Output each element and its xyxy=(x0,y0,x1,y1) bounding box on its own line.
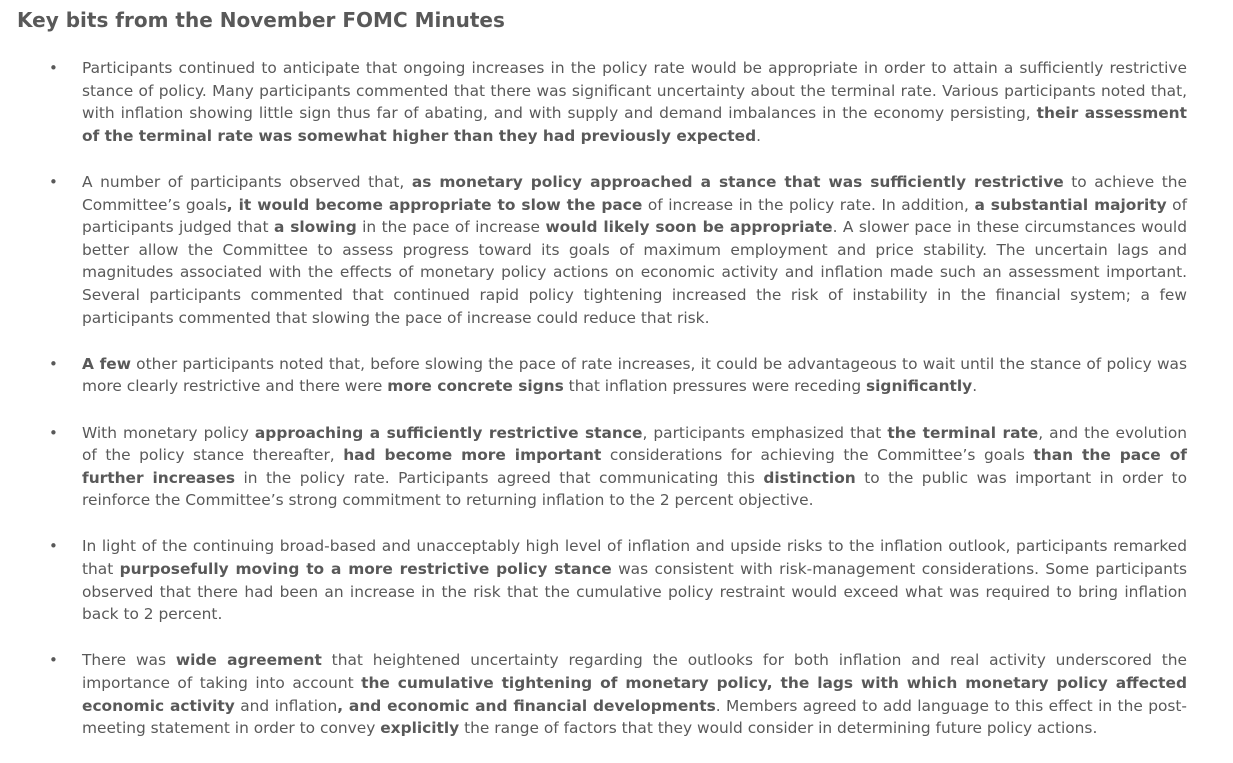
bullet-item xyxy=(0,171,1187,329)
bullet-text xyxy=(82,59,1187,145)
bullet-item xyxy=(0,422,1187,512)
text-segment: With monetary policy xyxy=(82,423,255,442)
text-segment: There was xyxy=(82,651,176,670)
text-segment: . Members agreed to add language to this effect in the post-meeting statement in order to convey xyxy=(82,696,1187,738)
bold-emphasis: the cumulative tightening of monetary policy, the lags with which monetary policy affected economic activity xyxy=(82,674,1187,715)
bold-emphasis: significantly xyxy=(865,377,973,396)
bold-emphasis: wide agreement xyxy=(175,651,322,670)
text-segment: to achieve the Committee’s goals xyxy=(82,172,1187,214)
bold-emphasis: more concrete signs xyxy=(387,377,564,396)
text-segment: other participants noted that, before slowing the pace of rate increases, it could be advantageous to wait until the stance of policy was more clearly restrictive and there were xyxy=(82,354,1187,396)
bold-emphasis: a substantial majority xyxy=(974,195,1167,214)
bold-emphasis: as monetary policy approached a stance that was sufficiently restrictive xyxy=(411,172,1064,191)
bold-emphasis: had become more important xyxy=(343,446,602,465)
text-segment: in the pace of increase xyxy=(356,218,546,237)
text-segment: the range of factors that they would consider in determining future policy actions. xyxy=(459,719,1098,738)
bullet-item xyxy=(0,353,1187,398)
text-segment: and inflation xyxy=(234,696,338,715)
bullet-text xyxy=(82,355,1187,396)
bullet-dot-icon: • xyxy=(49,423,58,442)
bullet-dot-icon: • xyxy=(49,537,58,556)
bullet-item xyxy=(0,649,1187,739)
bullet-item xyxy=(0,535,1187,625)
text-segment: . xyxy=(756,126,761,145)
text-segment: of participants judged that xyxy=(82,195,1187,237)
text-segment: that heightened uncertainty regarding the outlooks for both inflation and real activity underscored the importance of taking into account xyxy=(82,651,1188,693)
text-segment: . A slower pace in these circumstances would better allow the Committee to assess progress toward its goals of maximum employment and price stability. The uncertain lags and magnitudes associated with the effects of monetary policy actions on economic activity and inflation made such an assessment important. Several participants commented that continued rapid policy tightening increased the risk of instability in the financial system; a few participants commented that slowing the pace of increase could reduce that risk. xyxy=(82,218,1187,327)
bullet-list xyxy=(0,57,1233,763)
text-segment: to the public was important in order to reinforce the Committee’s strong commitment to returning inflation to the 2 percent objective. xyxy=(82,468,1187,510)
text-segment: . xyxy=(972,377,978,396)
bullet-item xyxy=(0,57,1187,147)
text-segment: that inflation pressures were receding xyxy=(563,377,866,396)
bold-emphasis: would likely soon be appropriate xyxy=(545,218,833,237)
bold-emphasis: approaching a sufficiently restrictive stance xyxy=(254,423,643,442)
bold-emphasis: , it would become appropriate to slow the pace xyxy=(226,195,643,214)
bold-emphasis: the terminal rate xyxy=(887,423,1039,442)
bullet-dot-icon: • xyxy=(49,354,58,373)
text-segment: , and the evolution of the policy stance thereafter, xyxy=(82,423,1187,465)
bullet-text xyxy=(82,651,1187,737)
bold-emphasis: distinction xyxy=(763,468,856,487)
bold-emphasis: explicitly xyxy=(380,719,460,738)
bold-emphasis: , and economic and financial developments xyxy=(337,696,716,715)
bullet-text xyxy=(82,537,1187,623)
bullet-dot-icon: • xyxy=(49,172,58,191)
bold-emphasis: than the pace of further increases xyxy=(82,446,1187,487)
page-title: Key bits from the November FOMC Minutes xyxy=(17,8,505,32)
bold-emphasis: their assessment of the terminal rate was somewhat higher than they had previously expected xyxy=(82,104,1187,145)
text-segment: of increase in the policy rate. In addition, xyxy=(642,195,975,214)
text-segment: A number of participants observed that, xyxy=(82,172,412,191)
bold-emphasis: a slowing xyxy=(273,218,357,237)
bullet-dot-icon: • xyxy=(49,651,58,670)
text-segment: Participants continued to anticipate that ongoing increases in the policy rate would be appropriate in order to attain a sufficiently restrictive stance of policy. Many participants commented that there was significant uncertainty about the terminal rate. Various participants noted that, with inflation showing little sign thus far of abating, and with supply and demand imbalances in the economy persisting, xyxy=(82,59,1187,123)
bold-emphasis: purposefully moving to a more restrictive policy stance xyxy=(119,560,612,579)
text-segment: considerations for achieving the Committee’s goals xyxy=(601,446,1034,465)
bullet-text xyxy=(82,424,1187,510)
text-segment: In light of the continuing broad-based and unacceptably high level of inflation and upside risks to the inflation outlook, participants remarked that xyxy=(82,537,1187,579)
text-segment: was consistent with risk-management considerations. Some participants observed that there had been an increase in the risk that the cumulative policy restraint would exceed what was required to bring inflation back to 2 percent. xyxy=(82,560,1187,624)
bullet-dot-icon: • xyxy=(49,59,58,77)
text-segment: , participants emphasized that xyxy=(642,423,888,442)
bullet-text xyxy=(82,173,1187,327)
bold-emphasis: A few xyxy=(82,354,131,373)
text-segment: in the policy rate. Participants agreed that communicating this xyxy=(235,468,764,487)
